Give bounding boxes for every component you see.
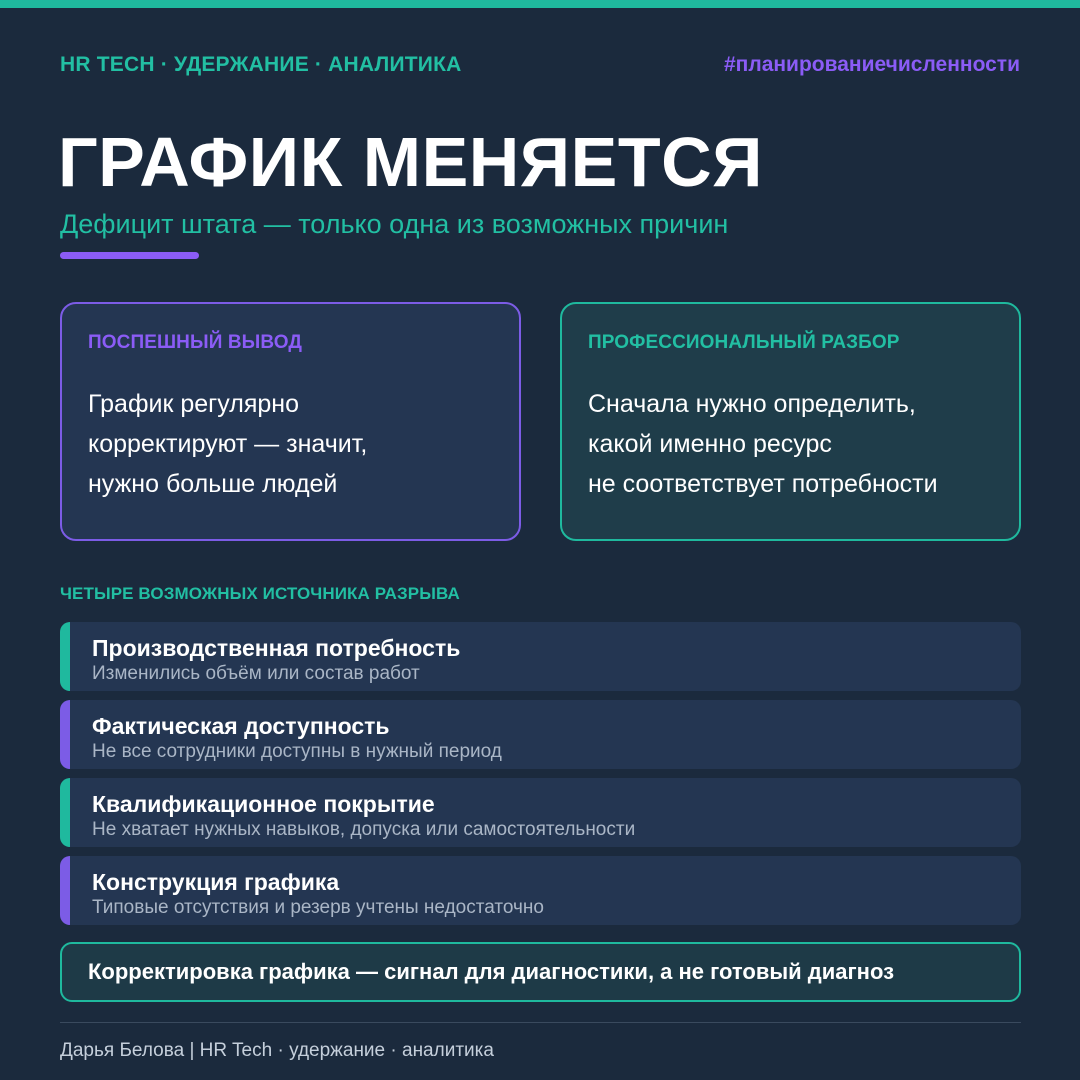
item-accent-bar — [60, 856, 70, 925]
hashtag: #планированиечисленности — [723, 53, 1020, 76]
item-title: Конструкция графика — [92, 869, 340, 895]
top-accent-bar — [0, 0, 1080, 8]
list-item — [60, 778, 1021, 847]
title-underline — [60, 252, 199, 259]
card-line: какой именно ресурс — [588, 430, 832, 458]
professional-analysis-card — [560, 302, 1021, 541]
card-text — [88, 384, 493, 504]
item-description: Изменились объём или состав работ — [92, 663, 420, 684]
header-tag: HR TECH · УДЕРЖАНИЕ · АНАЛИТИКА — [60, 53, 462, 76]
conclusion-box — [60, 942, 1021, 1002]
footer-divider — [60, 1022, 1021, 1023]
item-accent-bar — [60, 778, 70, 847]
item-description: Не все сотрудники доступны в нужный период — [92, 741, 502, 762]
card-line: График регулярно — [88, 390, 299, 418]
item-description: Типовые отсутствия и резерв учтены недостаточно — [92, 897, 544, 918]
item-description: Не хватает нужных навыков, допуска или самостоятельности — [92, 819, 636, 840]
item-title: Производственная потребность — [92, 635, 461, 661]
footer-credit: Дарья Белова | HR Tech · удержание · аналитика — [60, 1040, 494, 1061]
card-line: корректируют — значит, — [88, 430, 368, 458]
item-accent-bar — [60, 700, 70, 769]
conclusion-text: Корректировка графика — сигнал для диагностики, а не готовый диагноз — [88, 959, 895, 984]
item-accent-bar — [60, 622, 70, 691]
list-item — [60, 622, 1021, 691]
card-line: нужно больше людей — [88, 470, 338, 498]
page-title: ГРАФИК МЕНЯЕТСЯ — [58, 123, 763, 201]
page-subtitle: Дефицит штата — только одна из возможных причин — [60, 209, 729, 239]
list-item — [60, 700, 1021, 769]
list-item — [60, 856, 1021, 925]
card-label: ПРОФЕССИОНАЛЬНЫЙ РАЗБОР — [588, 332, 900, 353]
hasty-conclusion-card — [60, 302, 521, 541]
sources-section-label: ЧЕТЫРЕ ВОЗМОЖНЫХ ИСТОЧНИКА РАЗРЫВА — [60, 584, 460, 603]
card-text — [588, 384, 993, 504]
card-label: ПОСПЕШНЫЙ ВЫВОД — [88, 332, 302, 353]
card-line: не соответствует потребности — [588, 470, 938, 498]
item-title: Квалификационное покрытие — [92, 791, 435, 817]
item-title: Фактическая доступность — [92, 713, 390, 739]
card-line: Сначала нужно определить, — [588, 390, 916, 418]
